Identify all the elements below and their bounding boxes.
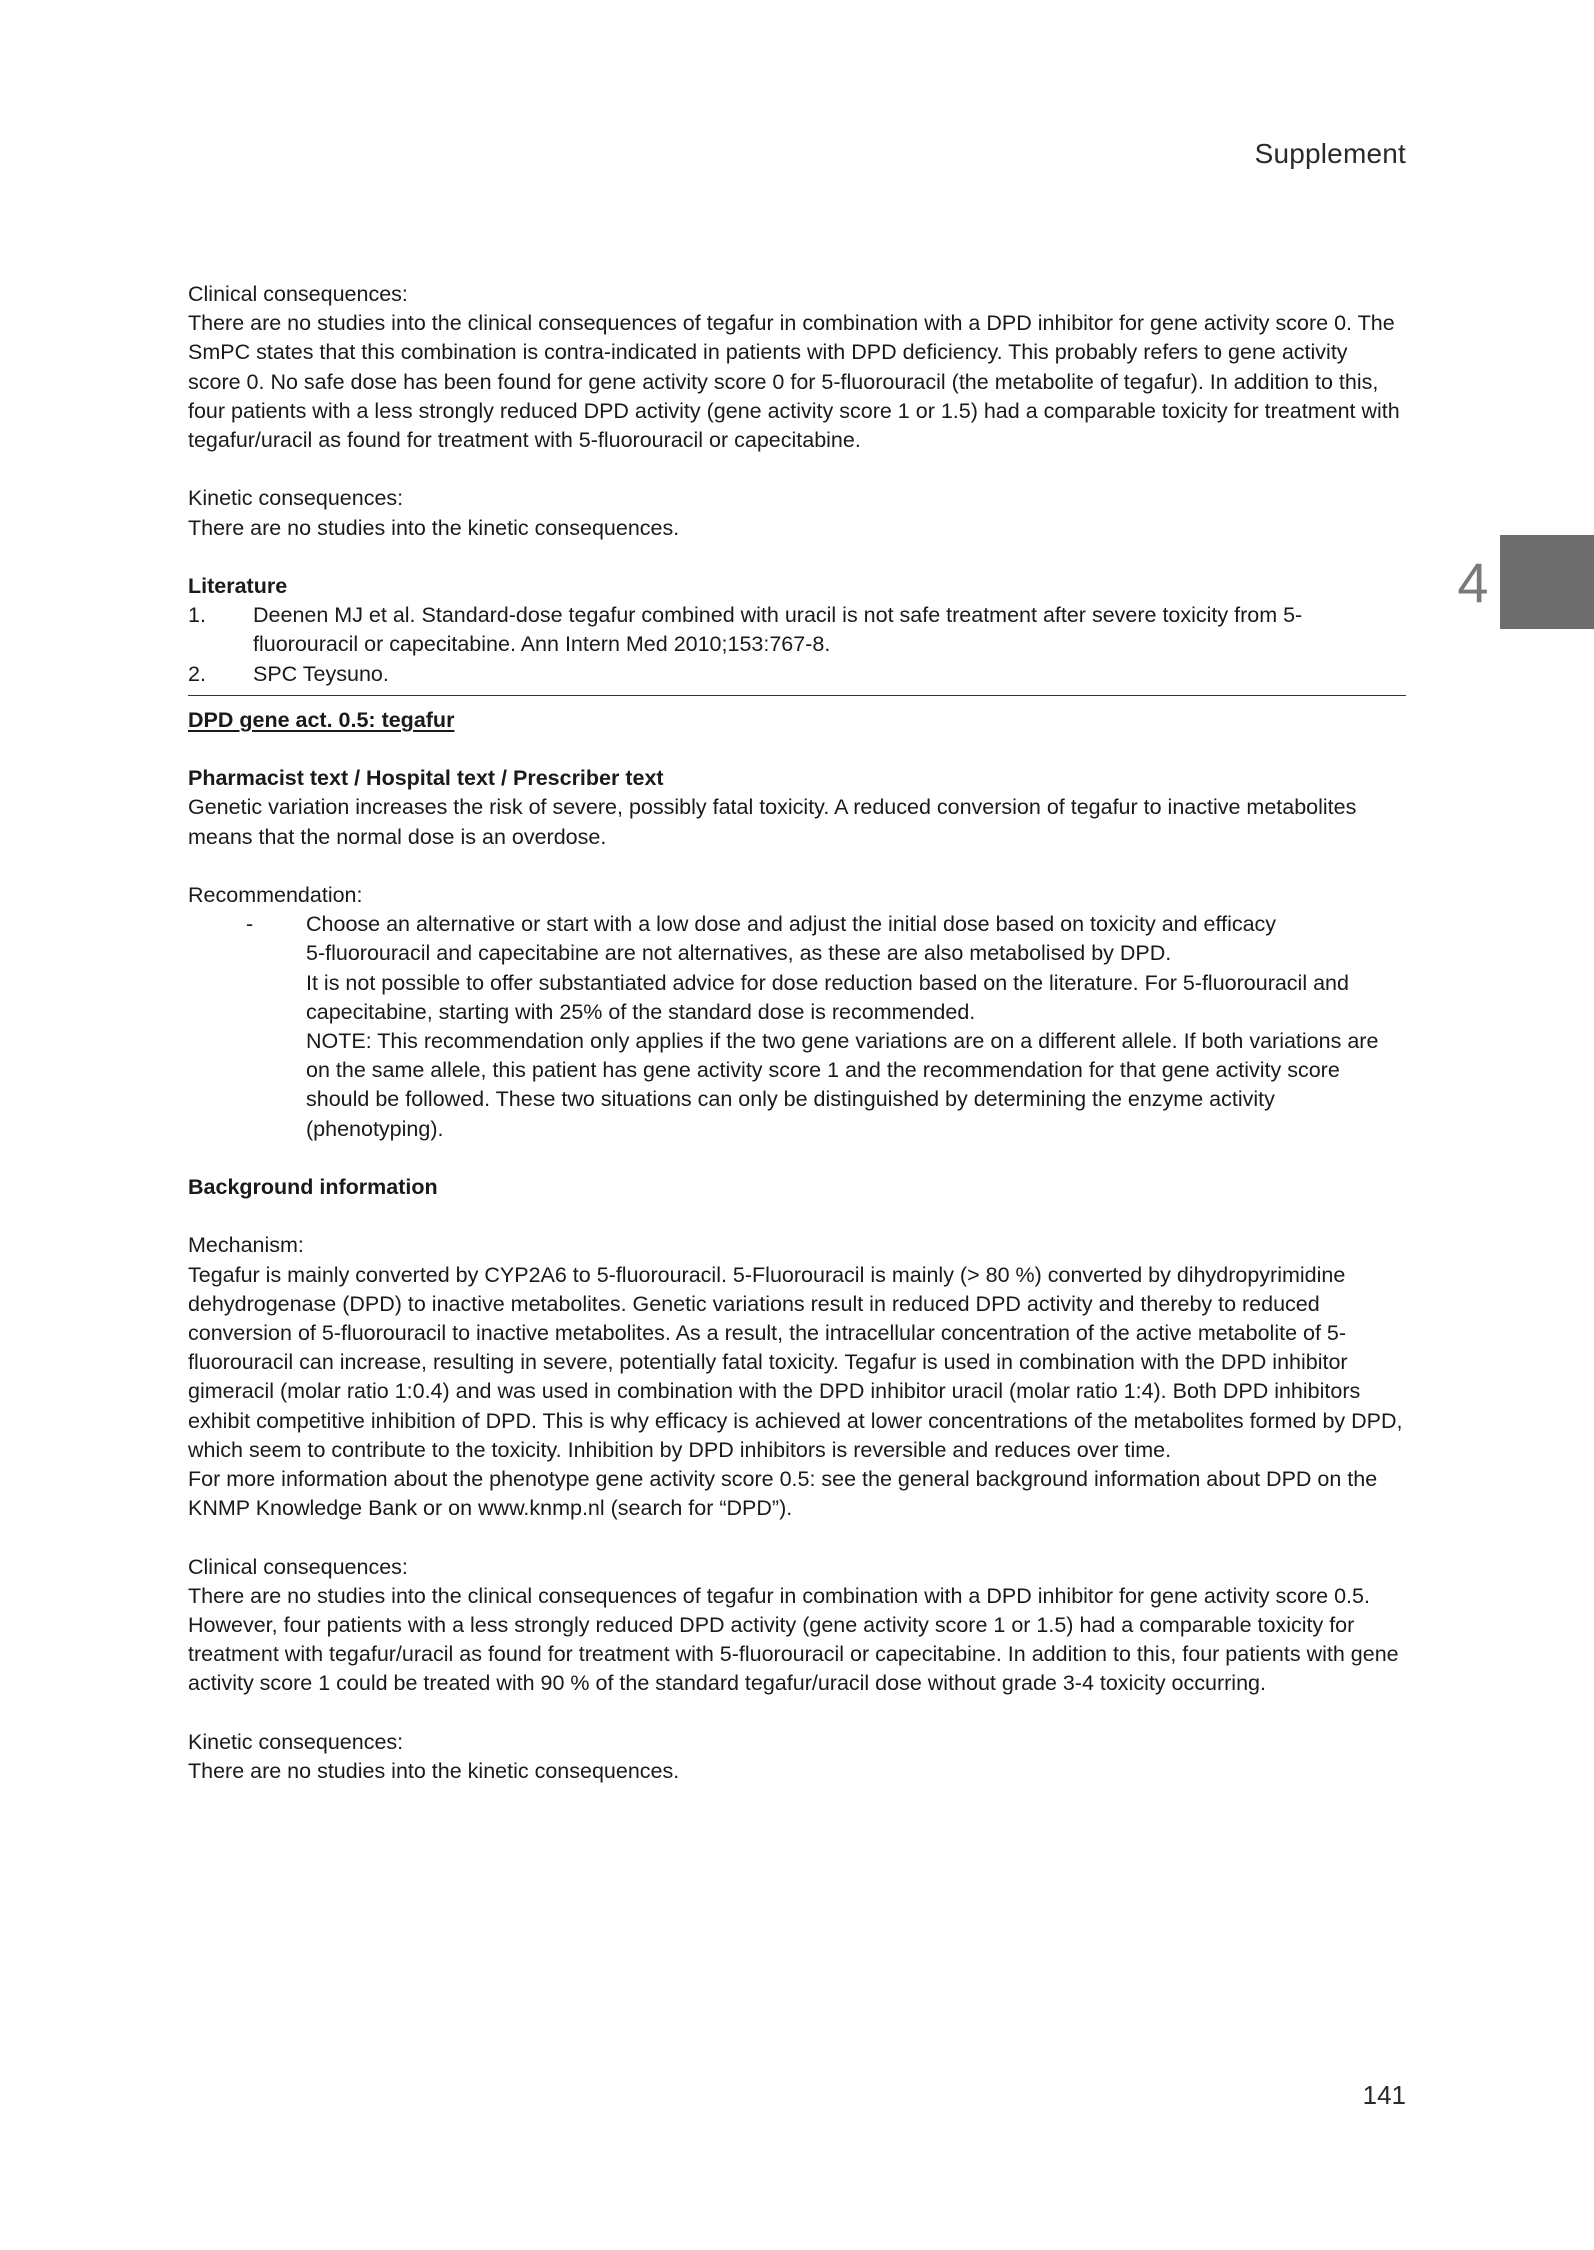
pharmacist-text-heading: Pharmacist text / Hospital text / Prescriber text — [188, 766, 664, 791]
page-number: 141 — [1362, 2080, 1406, 2110]
mechanism-label: Mechanism: — [188, 1233, 304, 1258]
background-heading: Background information — [188, 1175, 438, 1200]
mechanism-text: Tegafur is mainly converted by CYP2A6 to 5-fluorouracil. 5-Fluorouracil is mainly (> 80 %) converted by dihydropyrimidine dehydrogenase (DPD) to inactive metabolites. Genetic variations result in reduced DPD activity and thereby to reduced conversion of 5-fluorouracil to inactive metabolites. As a result, the intracellular concentration of the active metabolite of 5-fluorouracil can increase, resulting in severe, potentially fatal toxicity. Tegafur is used in combination with the DPD inhibitor gimeracil (molar ratio 1:0.4) and was used in combination with the DPD inhibitor uracil (molar ratio 1:4). Both DPD inhibitors exhibit competitive inhibition of DPD. This is why efficacy is achieved at lower concentrations of the metabolites formed by DPD, which seem to contribute to the toxicity. Inhibition by DPD inhibitors is reversible and reduces over time. — [188, 1262, 1403, 1462]
recommendation-line: It is not possible to offer substantiated advice for dose reduction based on the literature. For 5-fluorouracil and capecitabine, starting with 25% of the standard dose is recommended. — [306, 970, 1349, 1024]
clinical-consequences-label: Clinical consequences: — [188, 1554, 408, 1579]
section-heading: DPD gene act. 0.5: tegafur — [188, 707, 455, 732]
literature-reference: SPC Teysuno. — [253, 661, 389, 686]
list-dash: - — [246, 912, 254, 937]
clinical-consequences-text: There are no studies into the clinical consequences of tegafur in combination with a DPD inhibitor for gene activity score 0. The SmPC states that this combination is contra-indicated in patients with DPD deficiency. This probably refers to gene activity score 0. No safe dose has been found for gene activity score 0 for 5-fluorouracil (the metabolite of tegafur). In addition to this, four patients with a less strongly reduced DPD activity (gene activity score 1 or 1.5) had a comparable toxicity for treatment with tegafur/uracil as found for treatment with 5-fluorouracil or capecitabine. — [188, 311, 1400, 453]
literature-heading: Literature — [188, 574, 288, 598]
pharmacist-text: Genetic variation increases the risk of severe, possibly fatal toxicity. A reduced conversion of tegafur to inactive metabolites means that the normal dose is an overdose. — [188, 795, 1357, 849]
kinetic-consequences-label: Kinetic consequences: — [188, 1729, 404, 1754]
chapter-number: 4 — [1457, 551, 1489, 614]
literature-reference: Deenen MJ et al. Standard-dose tegafur combined with uracil is not safe treatment after severe toxicity from 5-fluorouracil or capecitabine. Ann Intern Med 2010;153:767-8. — [253, 603, 1303, 657]
section-divider — [188, 695, 1406, 696]
recommendation-item — [246, 910, 1406, 1144]
recommendation-label: Recommendation: — [188, 883, 363, 907]
literature-item — [188, 660, 1406, 689]
chapter-tab — [1500, 535, 1594, 629]
literature-item — [188, 601, 1406, 659]
kinetic-consequences-text: There are no studies into the kinetic consequences. — [188, 515, 680, 540]
more-info-text: For more information about the phenotype gene activity score 0.5: see the general background information about DPD on the KNMP Knowledge Bank or on www.knmp.nl (search for “DPD”). — [188, 1467, 1378, 1521]
recommendation-line: 5-fluorouracil and capecitabine are not alternatives, as these are also metabolised by DPD. — [306, 941, 1172, 966]
kinetic-consequences-text: There are no studies into the kinetic consequences. — [188, 1759, 680, 1784]
literature-number: 1. — [188, 603, 206, 628]
recommendation-text — [306, 910, 1406, 1144]
recommendation-line: Choose an alternative or start with a low dose and adjust the initial dose based on toxicity and efficacy — [306, 912, 1277, 937]
literature-number: 2. — [188, 661, 206, 686]
recommendation-line: NOTE: This recommendation only applies if the two gene variations are on a different allele. If both variations are on the same allele, this patient has gene activity score 1 and the recommendation for that gene activity score should be followed. These two situations can only be distinguished by determining the enzyme activity (phenotyping). — [306, 1029, 1379, 1141]
kinetic-consequences-label: Kinetic consequences: — [188, 486, 404, 511]
page-body — [188, 280, 1406, 1786]
running-header: Supplement — [1254, 138, 1406, 169]
clinical-consequences-text: There are no studies into the clinical consequences of tegafur in combination with a DPD inhibitor for gene activity score 0.5. However, four patients with a less strongly reduced DPD activity (gene activity score 1 or 1.5) had a comparable toxicity for treatment with tegafur/uracil as found for treatment with 5-fluorouracil or capecitabine. In addition to this, four patients with gene activity score 1 could be treated with 90 % of the standard tegafur/uracil dose without grade 3-4 toxicity occurring. — [188, 1583, 1399, 1696]
clinical-consequences-label: Clinical consequences: — [188, 282, 408, 306]
